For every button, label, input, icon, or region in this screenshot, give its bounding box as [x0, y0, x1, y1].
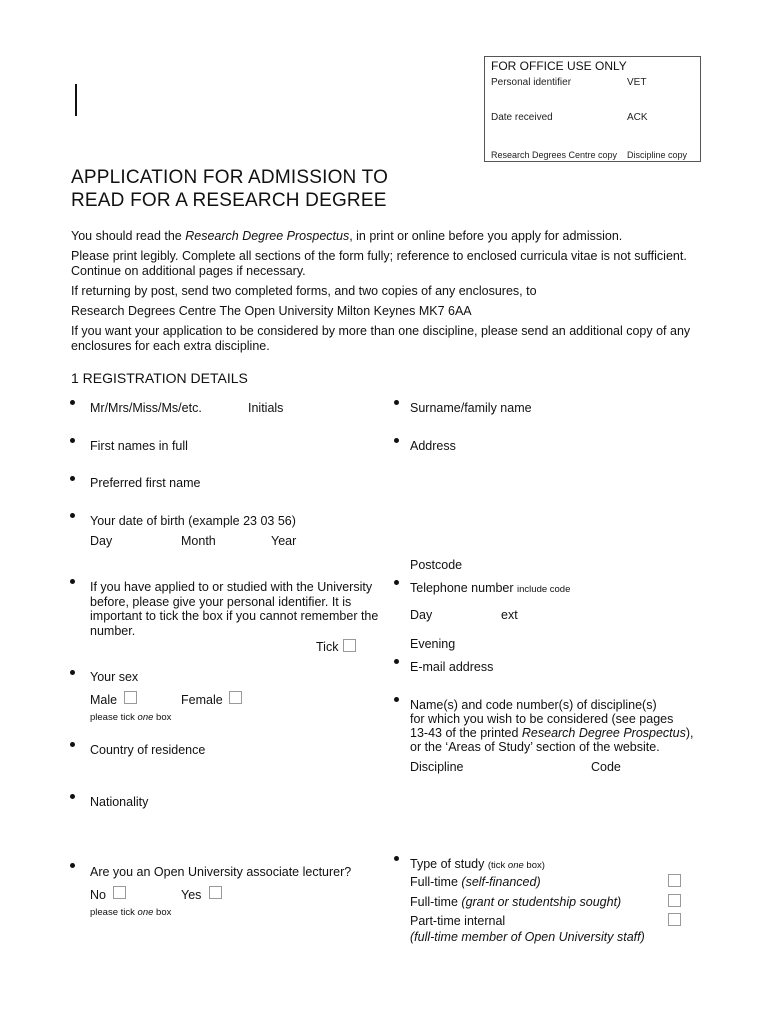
no-checkbox[interactable]: [113, 886, 126, 899]
evening-label: Evening: [410, 637, 456, 651]
office-rdc-copy: Research Degrees Centre copy: [491, 150, 618, 160]
dob-label: Your date of birth (example 23 03 56): [90, 514, 296, 528]
office-discipline-copy: Discipline copy: [627, 150, 688, 160]
yes-label: Yes: [181, 888, 202, 902]
bullet-sex: [70, 670, 75, 675]
bullet-first-names: [70, 438, 75, 443]
study-type-text: Type of study: [410, 857, 485, 871]
bullet-applied: [70, 579, 75, 584]
bullet-preferred: [70, 476, 75, 481]
male-checkbox[interactable]: [124, 691, 137, 704]
tick-checkbox[interactable]: [343, 639, 356, 652]
fulltime-self-pre: Full-time: [410, 875, 462, 889]
female-checkbox[interactable]: [229, 691, 242, 704]
office-ack: ACK: [627, 112, 648, 123]
bullet-telephone: [394, 580, 399, 585]
page-title: [71, 166, 491, 212]
please-tick-pre: please tick: [90, 712, 138, 723]
nationality-label: Nationality: [90, 795, 149, 809]
bullet-study-type: [394, 856, 399, 861]
intro-p5: If you want your application to be considered by more than one discipline, please send an additional copy of any enclosures for each extra discipline.: [71, 324, 691, 353]
dob-year-label: Year: [271, 534, 297, 548]
title-label: Mr/Mrs/Miss/Ms/etc.: [90, 401, 202, 415]
discipline-info: [410, 698, 710, 754]
fulltime-grant-pre: Full-time: [410, 895, 462, 909]
study-tick-one: one: [507, 860, 524, 871]
phone-day-label: Day: [410, 608, 433, 622]
section-heading: 1 REGISTRATION DETAILS: [71, 370, 248, 386]
disc-line3-post: ),: [685, 726, 694, 740]
include-code-text: include code: [517, 584, 571, 595]
yes-checkbox[interactable]: [209, 886, 222, 899]
sex-label: Your sex: [90, 670, 139, 684]
bullet-dob: [70, 513, 75, 518]
dob-month-label: Month: [181, 534, 216, 548]
title-line-1: APPLICATION FOR ADMISSION TO: [71, 167, 389, 188]
discipline-line-2: for which you wish to be considered (see pages: [410, 712, 674, 726]
fulltime-grant-italic: (grant or studentship sought): [461, 895, 622, 909]
male-label: Male: [90, 693, 118, 707]
intro-p2: Please print legibly. Complete all sections of the form fully; reference to enclosed curricula vitae is not sufficient. Continue on additional pages if necessary.: [71, 249, 687, 278]
fulltime-self-checkbox[interactable]: [668, 874, 681, 887]
bullet-associate: [70, 863, 75, 868]
office-date-received: Date received: [491, 112, 553, 123]
email-label: E-mail address: [410, 660, 494, 674]
telephone-label: [410, 581, 570, 597]
disc-line3-italic: Research Degree Prospectus: [521, 726, 686, 740]
female-label: Female: [181, 693, 223, 707]
please-tick-one-2: one: [137, 907, 154, 918]
title-line-2: READ FOR A RESEARCH DEGREE: [71, 190, 387, 211]
associate-label: Are you an Open University associate lecturer?: [90, 865, 352, 879]
discipline-label: Discipline: [410, 760, 464, 774]
fulltime-grant-checkbox[interactable]: [668, 894, 681, 907]
bullet-address: [394, 438, 399, 443]
bullet-discipline: [394, 697, 399, 702]
phone-ext-label: ext: [501, 608, 518, 622]
preferred-name-label: Preferred first name: [90, 476, 201, 490]
applied-before-label: If you have applied to or studied with the University before, please give your personal identifier. It is important to tick the box if you cannot remember the number.: [90, 580, 379, 638]
tick-label: Tick: [316, 640, 339, 654]
please-tick-post: box: [153, 712, 172, 723]
office-vet: VET: [627, 77, 647, 88]
office-use-box: [484, 56, 701, 162]
country-label: Country of residence: [90, 743, 206, 757]
postcode-label: Postcode: [410, 558, 463, 572]
study-tick-pre: (tick: [487, 860, 508, 871]
please-tick-one: one: [137, 712, 154, 723]
margin-mark: [75, 84, 77, 116]
bullet-nationality: [70, 794, 75, 799]
bullet-country: [70, 742, 75, 747]
study-tick-post: box): [523, 860, 545, 871]
intro-p3: If returning by post, send two completed forms, and two copies of any enclosures, to: [71, 284, 537, 298]
no-label: No: [90, 888, 106, 902]
fulltime-self-label: [410, 875, 541, 890]
office-header: FOR OFFICE USE ONLY: [491, 59, 627, 73]
parttime-note: (full-time member of Open University staff): [410, 930, 645, 944]
fulltime-self-italic: (self-financed): [461, 875, 541, 889]
please-tick-pre-2: please tick: [90, 907, 138, 918]
dob-day-label: Day: [90, 534, 113, 548]
parttime-checkbox[interactable]: [668, 913, 681, 926]
fulltime-grant-label: [410, 895, 621, 910]
discipline-line-4: or the ‘Areas of Study’ section of the website.: [410, 740, 660, 754]
please-tick-post-2: box: [153, 907, 172, 918]
intro-p4: Research Degrees Centre The Open University Milton Keynes MK7 6AA: [71, 304, 472, 318]
office-personal-identifier: Personal identifier: [491, 77, 572, 88]
sex-please-tick: [90, 712, 171, 723]
intro-p1: [71, 229, 711, 244]
bullet-surname: [394, 400, 399, 405]
initials-label: Initials: [248, 401, 284, 415]
code-label: Code: [591, 760, 621, 774]
discipline-line-3: [410, 726, 710, 740]
discipline-line-1: Name(s) and code number(s) of discipline(s): [410, 698, 657, 712]
disc-line3-pre: 13-43 of the printed: [410, 726, 522, 740]
first-names-label: First names in full: [90, 439, 188, 453]
associate-please-tick: [90, 907, 171, 918]
bullet-email: [394, 659, 399, 664]
address-label: Address: [410, 439, 456, 453]
intro-p1-italic: Research Degree Prospectus: [185, 229, 350, 243]
intro-p1-pre: You should read the: [71, 229, 186, 243]
intro-p1-post: , in print or online before you apply for admission.: [349, 229, 623, 243]
surname-label: Surname/family name: [410, 401, 532, 415]
parttime-label: Part-time internal: [410, 914, 506, 928]
study-type-label: [410, 857, 545, 873]
bullet-title: [70, 400, 75, 405]
telephone-text: Telephone number: [410, 581, 514, 595]
